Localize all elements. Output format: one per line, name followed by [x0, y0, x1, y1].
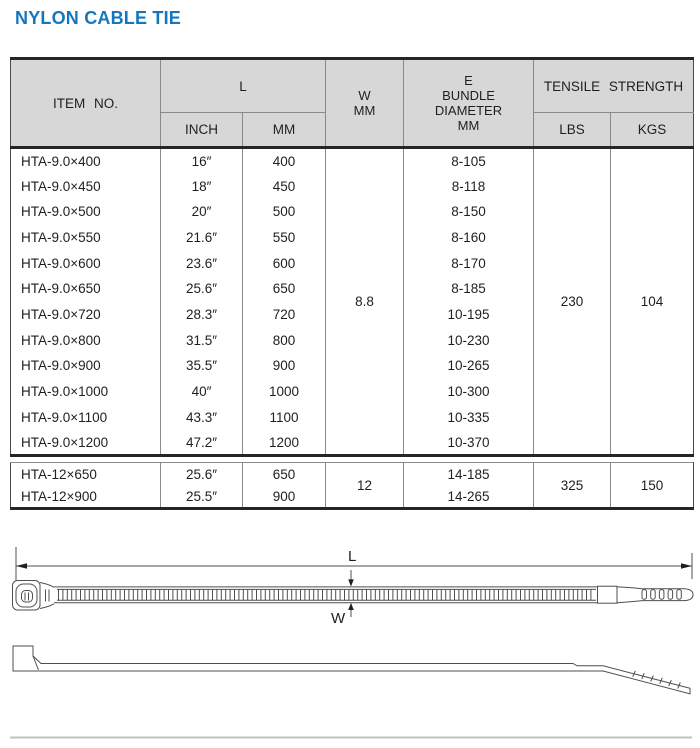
- item-no-cell: HTA-9.0×1100: [11, 404, 161, 430]
- item-no-cell: HTA-9.0×550: [11, 225, 161, 251]
- length-inch-cell: 25.6″: [161, 276, 243, 302]
- item-no-cell: HTA-9.0×500: [11, 199, 161, 225]
- page-title: NYLON CABLE TIE: [15, 8, 182, 28]
- length-inch-cell: 35.5″: [161, 353, 243, 379]
- bundle-diameter-cell: 8-150: [404, 199, 534, 225]
- bundle-diameter-cell: 8-185: [404, 276, 534, 302]
- length-inch-cell: 25.5″: [161, 486, 243, 509]
- length-mm-cell: 900: [243, 486, 326, 509]
- width-header-line1: W: [358, 88, 371, 103]
- spec-tables: [10, 57, 694, 510]
- header-row-1: [11, 59, 694, 113]
- inch-header: INCH: [161, 113, 243, 148]
- tensile-strength-header: TENSILE STRENGTH: [534, 59, 694, 113]
- length-inch-cell: 28.3″: [161, 302, 243, 328]
- bundle-diameter-cell: 8-170: [404, 250, 534, 276]
- bundle-header-line4: MM: [457, 118, 480, 133]
- length-inch-cell: 47.2″: [161, 430, 243, 456]
- length-header: L: [161, 59, 326, 113]
- lbs-header: LBS: [534, 113, 611, 148]
- item-no-cell: HTA-9.0×1000: [11, 379, 161, 405]
- length-mm-cell: 900: [243, 353, 326, 379]
- bundle-diameter-cell: 10-230: [404, 327, 534, 353]
- length-label: L: [348, 548, 357, 565]
- spec-table-group-2: [10, 462, 694, 510]
- item-no-cell: HTA-12×900: [11, 486, 161, 509]
- spec-table-body-2: [11, 463, 694, 509]
- bundle-diameter-cell: 8-160: [404, 225, 534, 251]
- bundle-diameter-cell: 8-105: [404, 148, 534, 174]
- item-no-cell: HTA-9.0×720: [11, 302, 161, 328]
- mm-header: MM: [243, 113, 326, 148]
- length-mm-cell: 600: [243, 250, 326, 276]
- strap-stopper: [598, 586, 618, 603]
- length-mm-cell: 800: [243, 327, 326, 353]
- length-mm-cell: 400: [243, 148, 326, 174]
- item-no-cell: HTA-9.0×800: [11, 327, 161, 353]
- bundle-header-line2: BUNDLE: [442, 88, 495, 103]
- length-mm-cell: 450: [243, 173, 326, 199]
- width-mm-cell: 12: [326, 463, 404, 509]
- bundle-diameter-cell: 14-185: [404, 463, 534, 486]
- tensile-kgs-cell: 104: [611, 148, 694, 456]
- length-inch-cell: 20″: [161, 199, 243, 225]
- spec-table-body-1: [11, 148, 694, 456]
- length-mm-cell: 500: [243, 199, 326, 225]
- tensile-lbs-cell: 230: [534, 148, 611, 456]
- spec-table-header: [11, 59, 694, 148]
- length-inch-cell: 25.6″: [161, 463, 243, 486]
- length-mm-cell: 650: [243, 276, 326, 302]
- bundle-diameter-cell: 10-265: [404, 353, 534, 379]
- tensile-kgs-cell: 150: [611, 463, 694, 509]
- spec-row: [11, 463, 694, 486]
- item-no-cell: HTA-9.0×450: [11, 173, 161, 199]
- length-mm-cell: 550: [243, 225, 326, 251]
- bundle-header-line1: E: [464, 73, 473, 88]
- width-mm-cell: 8.8: [326, 148, 404, 456]
- length-mm-cell: 650: [243, 463, 326, 486]
- item-no-cell: HTA-9.0×600: [11, 250, 161, 276]
- item-no-header: ITEM NO.: [11, 59, 161, 148]
- item-no-cell: HTA-9.0×400: [11, 148, 161, 174]
- tensile-lbs-cell: 325: [534, 463, 611, 509]
- length-inch-cell: 40″: [161, 379, 243, 405]
- length-mm-cell: 720: [243, 302, 326, 328]
- length-inch-cell: 18″: [161, 173, 243, 199]
- item-no-cell: HTA-9.0×650: [11, 276, 161, 302]
- item-no-cell: HTA-9.0×900: [11, 353, 161, 379]
- item-no-cell: HTA-12×650: [11, 463, 161, 486]
- dimension-arrow-left-icon: [16, 563, 27, 568]
- spec-row: [11, 148, 694, 174]
- length-inch-cell: 16″: [161, 148, 243, 174]
- tie-head-top-view: [13, 581, 55, 611]
- width-header-line2: MM: [353, 103, 376, 118]
- tie-strap-top-view: [54, 586, 693, 603]
- bundle-diameter-cell: 10-335: [404, 404, 534, 430]
- length-inch-cell: 43.3″: [161, 404, 243, 430]
- strap-teeth: [59, 589, 591, 600]
- width-label: W: [331, 610, 346, 627]
- length-mm-cell: 1200: [243, 430, 326, 456]
- length-inch-cell: 21.6″: [161, 225, 243, 251]
- dimension-arrow-right-icon: [681, 563, 692, 568]
- length-inch-cell: 31.5″: [161, 327, 243, 353]
- bundle-header-line3: DIAMETER: [434, 103, 503, 118]
- item-no-cell: HTA-9.0×1200: [11, 430, 161, 456]
- strap-tip-slots: [642, 590, 681, 600]
- bundle-diameter-cell: 8-118: [404, 173, 534, 199]
- bundle-diameter-cell: 10-370: [404, 430, 534, 456]
- cable-tie-diagram: [0, 530, 700, 748]
- bundle-diameter-cell: 10-195: [404, 302, 534, 328]
- bundle-diameter-header: [404, 59, 534, 148]
- tie-side-view: [13, 646, 690, 694]
- length-inch-cell: 23.6″: [161, 250, 243, 276]
- bundle-diameter-cell: 14-265: [404, 486, 534, 509]
- width-header: [326, 59, 404, 148]
- length-mm-cell: 1000: [243, 379, 326, 405]
- spec-table-group-1: [10, 57, 694, 457]
- length-mm-cell: 1100: [243, 404, 326, 430]
- bundle-diameter-cell: 10-300: [404, 379, 534, 405]
- kgs-header: KGS: [611, 113, 694, 148]
